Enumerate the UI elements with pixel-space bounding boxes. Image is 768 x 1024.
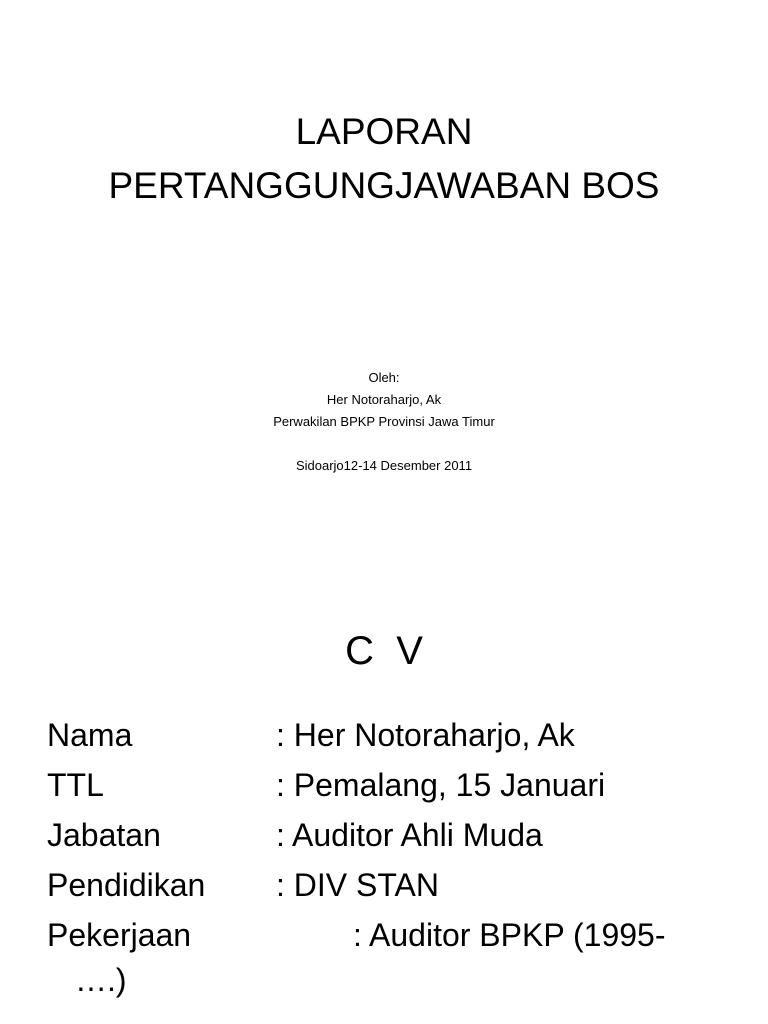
cv-label: TTL [47,767,104,803]
cv-continuation: ….) [75,962,127,998]
cv-value: : Auditor BPKP (1995- [353,917,666,953]
cv-label: Jabatan [47,817,161,853]
author-office: Perwakilan BPKP Provinsi Jawa Timur [273,414,495,429]
cv-title: C V [345,629,423,673]
title-line-2: PERTANGGUNGJAWABAN BOS [108,165,660,206]
cv-value: : Auditor Ahli Muda [276,817,543,853]
title-line-1: LAPORAN [295,111,473,152]
cv-value: : Her Notoraharjo, Ak [276,717,575,753]
cv-value: : DIV STAN [276,867,439,903]
cv-label: Nama [47,717,133,753]
by-label: Oleh: [368,370,400,385]
author-name: Her Notoraharjo, Ak [326,392,442,407]
place-date: Sidoarjo12-14 Desember 2011 [295,458,473,473]
cv-label: Pekerjaan [47,917,192,953]
cv-label: Pendidikan [47,867,206,903]
cv-value: : Pemalang, 15 Januari [276,767,606,803]
cv-slide [0,576,768,1024]
